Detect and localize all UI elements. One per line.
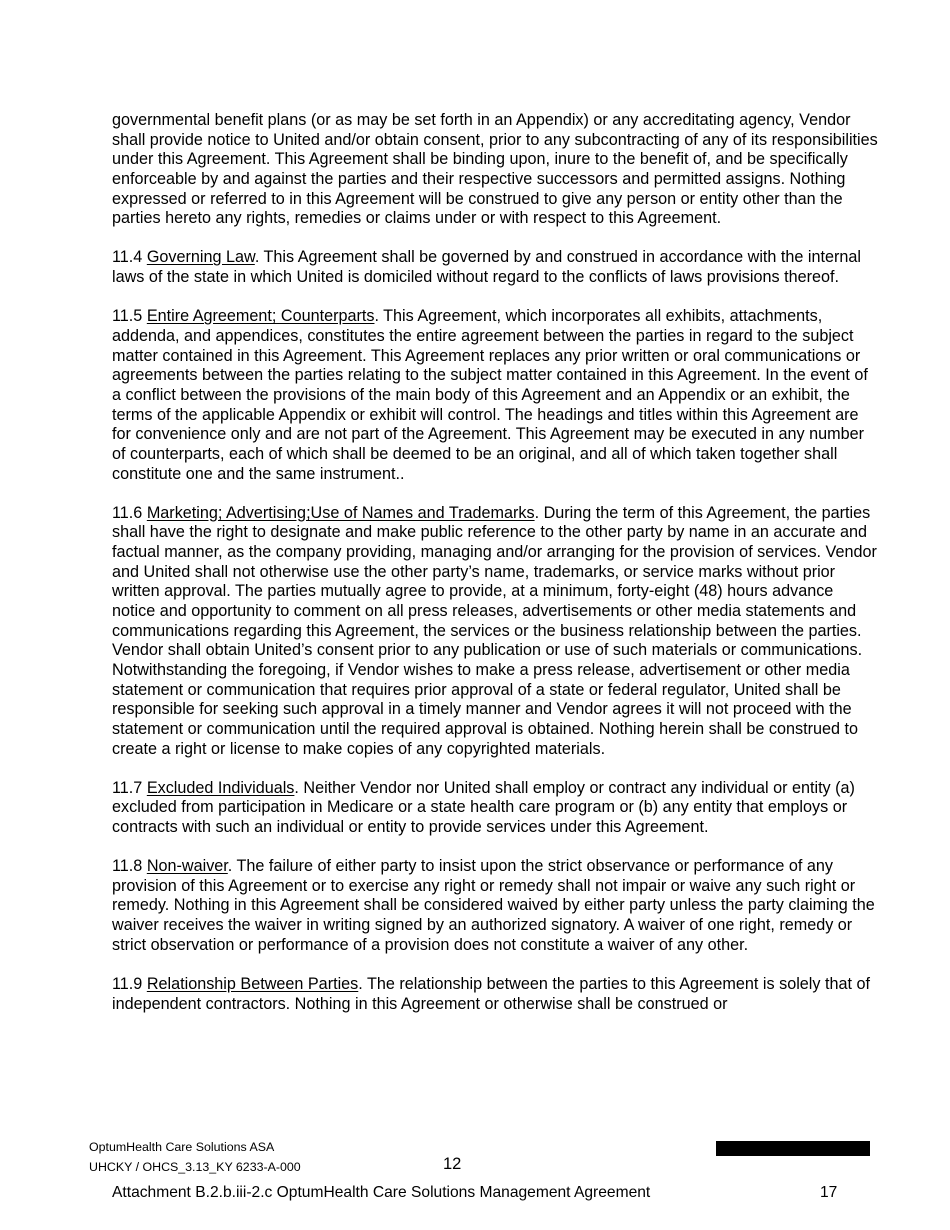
section-11-9 [112,975,878,1014]
section-text: . The failure of either party to insist upon the strict observance or performance of any provision of this Agreement or to exercise any right or remedy shall not impair or waive any such right or remedy. Nothing in this Agreement shall be considered waived by either party unless the party claiming the waiver receives the waiver in writing signed by an authorized signatory. A waiver of one right, remedy or strict observation or performance of a provision does not constitute a waiver of any other. [112,857,875,954]
section-number: 11.6 [112,503,143,522]
section-11-4 [112,248,878,287]
section-heading: Entire Agreement; Counterparts [146,307,375,326]
footer-doc-code: UHCKY / OHCS_3.13_KY 6233-A-000 [89,1159,301,1174]
section-heading: Relationship Between Parties [146,974,359,993]
attachment-title: Attachment B.2.b.iii-2.c OptumHealth Care Solutions Management Agreement [112,1184,651,1201]
section-number: 11.7 [112,778,143,797]
section-text: . This Agreement shall be governed by and construed in accordance with the internal laws of the state in which United is domiciled without regard to the conflicts of laws provisions thereof. [112,248,862,287]
section-text: . During the term of this Agreement, the parties shall have the right to designate and make public reference to the other party by name in an accurate and factual manner, as the company providing, managing and/or arranging for the provision of services. Vendor and United shall not otherwise use the other party’s name, trademarks, or service marks without prior written approval. The parties mutually agree to provide, at a minimum, forty-eight (48) hours advance notice and opportunity to comment on all press releases, advertisements or other media statements and communications regarding this Agreement, the services or the business relationship between the parties. Vendor shall obtain United’s consent prior to any publication or use of such materials or communications. Notwithstanding the foregoing, if Vendor wishes to make a press release, advertisement or other media statement or communication that requires prior approval of a state or federal regulator, United shall be responsible for seeking such approval in a timely manner and Vendor agrees it will not proceed with the statement or communication until the required approval is obtained. Nothing herein shall be construed to create a right or license to make copies of any copyrighted materials. [112,503,877,758]
section-number: 11.4 [112,248,143,267]
section-text: . Neither Vendor nor United shall employ or contract any individual or entity (a) excluded from participation in Medicare or a state health care program or (b) any entity that employs or contracts with such an individual or entity to provide services under this Agreement. [112,778,855,836]
page-number: 12 [443,1155,462,1173]
section-number: 11.5 [112,307,143,326]
agreement-body [112,111,878,1034]
footer-company: OptumHealth Care Solutions ASA [89,1140,275,1154]
section-heading: Governing Law [146,248,255,267]
section-11-6 [112,504,878,760]
section-11-7 [112,779,878,838]
section-heading: Marketing; Advertising;Use of Names and Trademarks [146,503,535,522]
attachment-page-number: 17 [820,1184,838,1201]
paragraph-text: governmental benefit plans (or as may be set forth in an Appendix) or any accreditating agency, Vendor shall provide notice to United and/or obtain consent, prior to any subcontracting of any of its responsibilities under this Agreement. This Agreement shall be binding upon, inure to the benefit of, and be specifically enforceable by and against the parties and their respective successors and permitted assigns. Nothing expressed or referred to in this Agreement will be construed to give any person or entity other than the parties hereto any rights, remedies or claims under or with respect to this Agreement. [112,111,878,228]
redaction-bar [716,1141,870,1156]
section-heading: Excluded Individuals [146,778,295,797]
section-11-5 [112,307,878,484]
section-text: . This Agreement, which incorporates all exhibits, attachments, addenda, and appendices, constitutes the entire agreement between the parties in regard to the subject matter contained in this Agreement. This Agreement replaces any prior written or oral communications or agreements between the parties relating to the subject matter contained in this Agreement. In the event of a conflict between the provisions of the main body of this Agreement and an Appendix or an exhibit, the terms of the applicable Appendix or exhibit will control. The headings and titles within this Agreement are for convenience only and are not part of the Agreement. This Agreement may be executed in any number of counterparts, each of which shall be deemed to be an original, and all of which taken together shall constitute one and the same instrument.. [112,307,868,483]
section-text: . The relationship between the parties to this Agreement is solely that of independent contractors. Nothing in this Agreement or otherwise shall be construed or [112,974,870,1013]
section-number: 11.9 [112,974,143,993]
section-11-8 [112,857,878,955]
paragraph-continuation [112,111,878,229]
section-number: 11.8 [112,857,143,876]
section-heading: Non-waiver [146,857,228,876]
footer-left [89,1138,301,1177]
